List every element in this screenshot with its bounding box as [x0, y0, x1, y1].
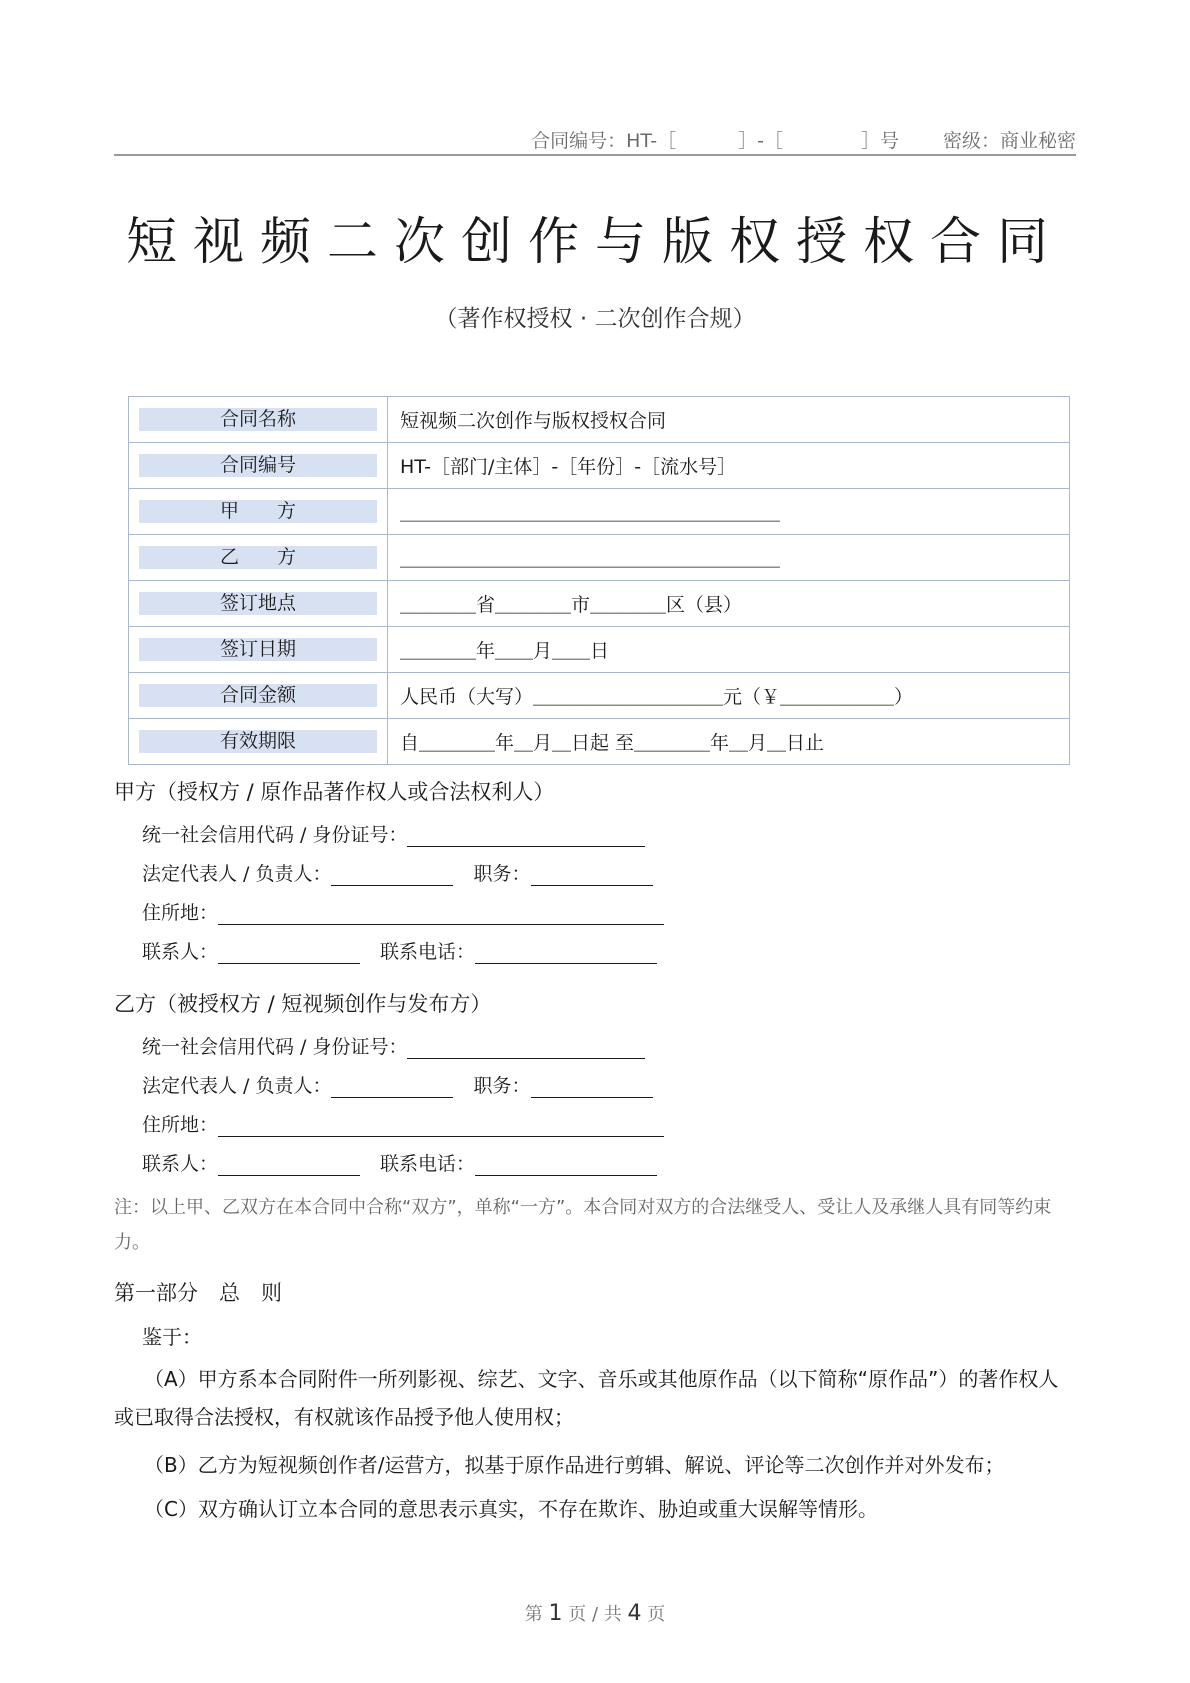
whereas-label: 鉴于：: [142, 1325, 202, 1349]
party-a-address-field: [142, 898, 664, 925]
page-current: 1: [548, 1601, 563, 1626]
page-footer: [0, 1600, 1190, 1626]
contract-number-label: 合同编号：HT-［: [531, 129, 677, 152]
row-value: 自＿＿＿＿年＿月＿日起 至＿＿＿＿年＿月＿日止: [388, 719, 1070, 765]
field-label: 法定代表人 / 负责人：: [142, 1075, 332, 1097]
row-label: 签订地点: [139, 592, 377, 615]
row-value: ＿＿＿＿＿＿＿＿＿＿＿＿＿＿＿＿＿＿＿＿: [388, 489, 1070, 535]
row-value: ＿＿＿＿省＿＿＿＿市＿＿＿＿区（县）: [388, 581, 1070, 627]
party-b-phone-input[interactable]: [475, 1155, 657, 1176]
party-b-rep-field: [142, 1071, 653, 1098]
row-label: 乙 方: [139, 546, 377, 569]
recital-a: （A）甲方系本合同附件一所列影视、综艺、文字、音乐或其他原作品（以下简称“原作品”）的著作权人或已取得合法授权，有权就该作品授予他人使用权；: [114, 1367, 1059, 1429]
recital-c: （C）双方确认订立本合同的意思表示真实，不存在欺诈、胁迫或重大误解等情形。: [144, 1497, 878, 1521]
party-a-credit-code-input[interactable]: [407, 826, 645, 847]
party-a-contact-field: [142, 937, 657, 964]
parties-note: 注：以上甲、乙双方在本合同中合称“双方”，单称“一方”。本合同对双方的合法继受人、受让人及承继人具有同等约束力。: [114, 1197, 1052, 1253]
document-header: [114, 124, 1076, 156]
recital-b: （B）乙方为短视频创作者/运营方，拟基于原作品进行剪辑、解说、评论等二次创作并对外发布；: [144, 1453, 1005, 1477]
table-row: [129, 397, 1070, 443]
field-label: 职务：: [473, 863, 531, 885]
party-a-phone-input[interactable]: [475, 943, 657, 964]
field-label: 联系人：: [142, 941, 219, 963]
field-label: 法定代表人 / 负责人：: [142, 863, 332, 885]
page-mid: 页 / 共: [568, 1604, 622, 1625]
party-b-rep-input[interactable]: [331, 1077, 453, 1098]
row-label: 合同编号: [139, 454, 377, 477]
table-row: [129, 443, 1070, 489]
document-subtitle: （著作权授权 · 二次创作合规）: [434, 306, 756, 332]
party-a-address-input[interactable]: [218, 904, 664, 925]
page-total: 4: [627, 1601, 642, 1626]
table-row: [129, 581, 1070, 627]
field-label: 联系电话：: [380, 941, 476, 963]
field-label: 住所地：: [142, 1114, 219, 1136]
party-b-title-input[interactable]: [531, 1077, 653, 1098]
row-value: HT-［部门/主体］-［年份］-［流水号］: [388, 443, 1070, 489]
contract-number-bracket-end: ］号: [860, 129, 899, 152]
table-row: [129, 627, 1070, 673]
contract-number-bracket-mid: ］-［: [738, 129, 783, 152]
field-label: 职务：: [473, 1075, 531, 1097]
party-a-credit-code-field: [142, 820, 645, 847]
contract-info-table: [128, 396, 1070, 765]
party-b-contact-field: [142, 1149, 657, 1176]
party-a-heading: 甲方（授权方 / 原作品著作权人或合法权利人）: [114, 780, 555, 804]
row-label: 合同金额: [139, 684, 377, 707]
row-value: ＿＿＿＿＿＿＿＿＿＿＿＿＿＿＿＿＿＿＿＿: [388, 535, 1070, 581]
field-label: 统一社会信用代码 / 身份证号：: [142, 1036, 408, 1058]
row-value: 短视频二次创作与版权授权合同: [388, 397, 1070, 443]
party-b-credit-code-input[interactable]: [407, 1038, 645, 1059]
page-prefix: 第: [524, 1604, 543, 1625]
party-b-heading: 乙方（被授权方 / 短视频创作与发布方）: [114, 992, 492, 1016]
row-label: 合同名称: [139, 408, 377, 431]
party-a-rep-input[interactable]: [331, 865, 453, 886]
table-row: [129, 535, 1070, 581]
field-label: 住所地：: [142, 902, 219, 924]
document-title: 短视频二次创作与版权授权合同: [125, 213, 1064, 272]
table-row: [129, 673, 1070, 719]
row-label: 签订日期: [139, 638, 377, 661]
row-value: 人民币（大写）＿＿＿＿＿＿＿＿＿＿元（￥＿＿＿＿＿＿）: [388, 673, 1070, 719]
party-b-address-field: [142, 1110, 664, 1137]
page-suffix: 页: [647, 1604, 666, 1625]
table-row: [129, 489, 1070, 535]
field-label: 联系电话：: [380, 1153, 476, 1175]
party-b-contact-input[interactable]: [218, 1155, 360, 1176]
row-value: ＿＿＿＿年＿＿月＿＿日: [388, 627, 1070, 673]
secrecy-level: 密级：商业秘密: [942, 129, 1076, 152]
field-label: 统一社会信用代码 / 身份证号：: [142, 824, 408, 846]
party-a-rep-field: [142, 859, 653, 886]
row-label: 甲 方: [139, 500, 377, 523]
section-heading: 第一部分 总 则: [114, 1281, 282, 1305]
field-label: 联系人：: [142, 1153, 219, 1175]
party-a-title-input[interactable]: [531, 865, 653, 886]
party-b-address-input[interactable]: [218, 1116, 664, 1137]
row-label: 有效期限: [139, 730, 377, 753]
table-row: [129, 719, 1070, 765]
party-b-credit-code-field: [142, 1032, 645, 1059]
party-a-contact-input[interactable]: [218, 943, 360, 964]
